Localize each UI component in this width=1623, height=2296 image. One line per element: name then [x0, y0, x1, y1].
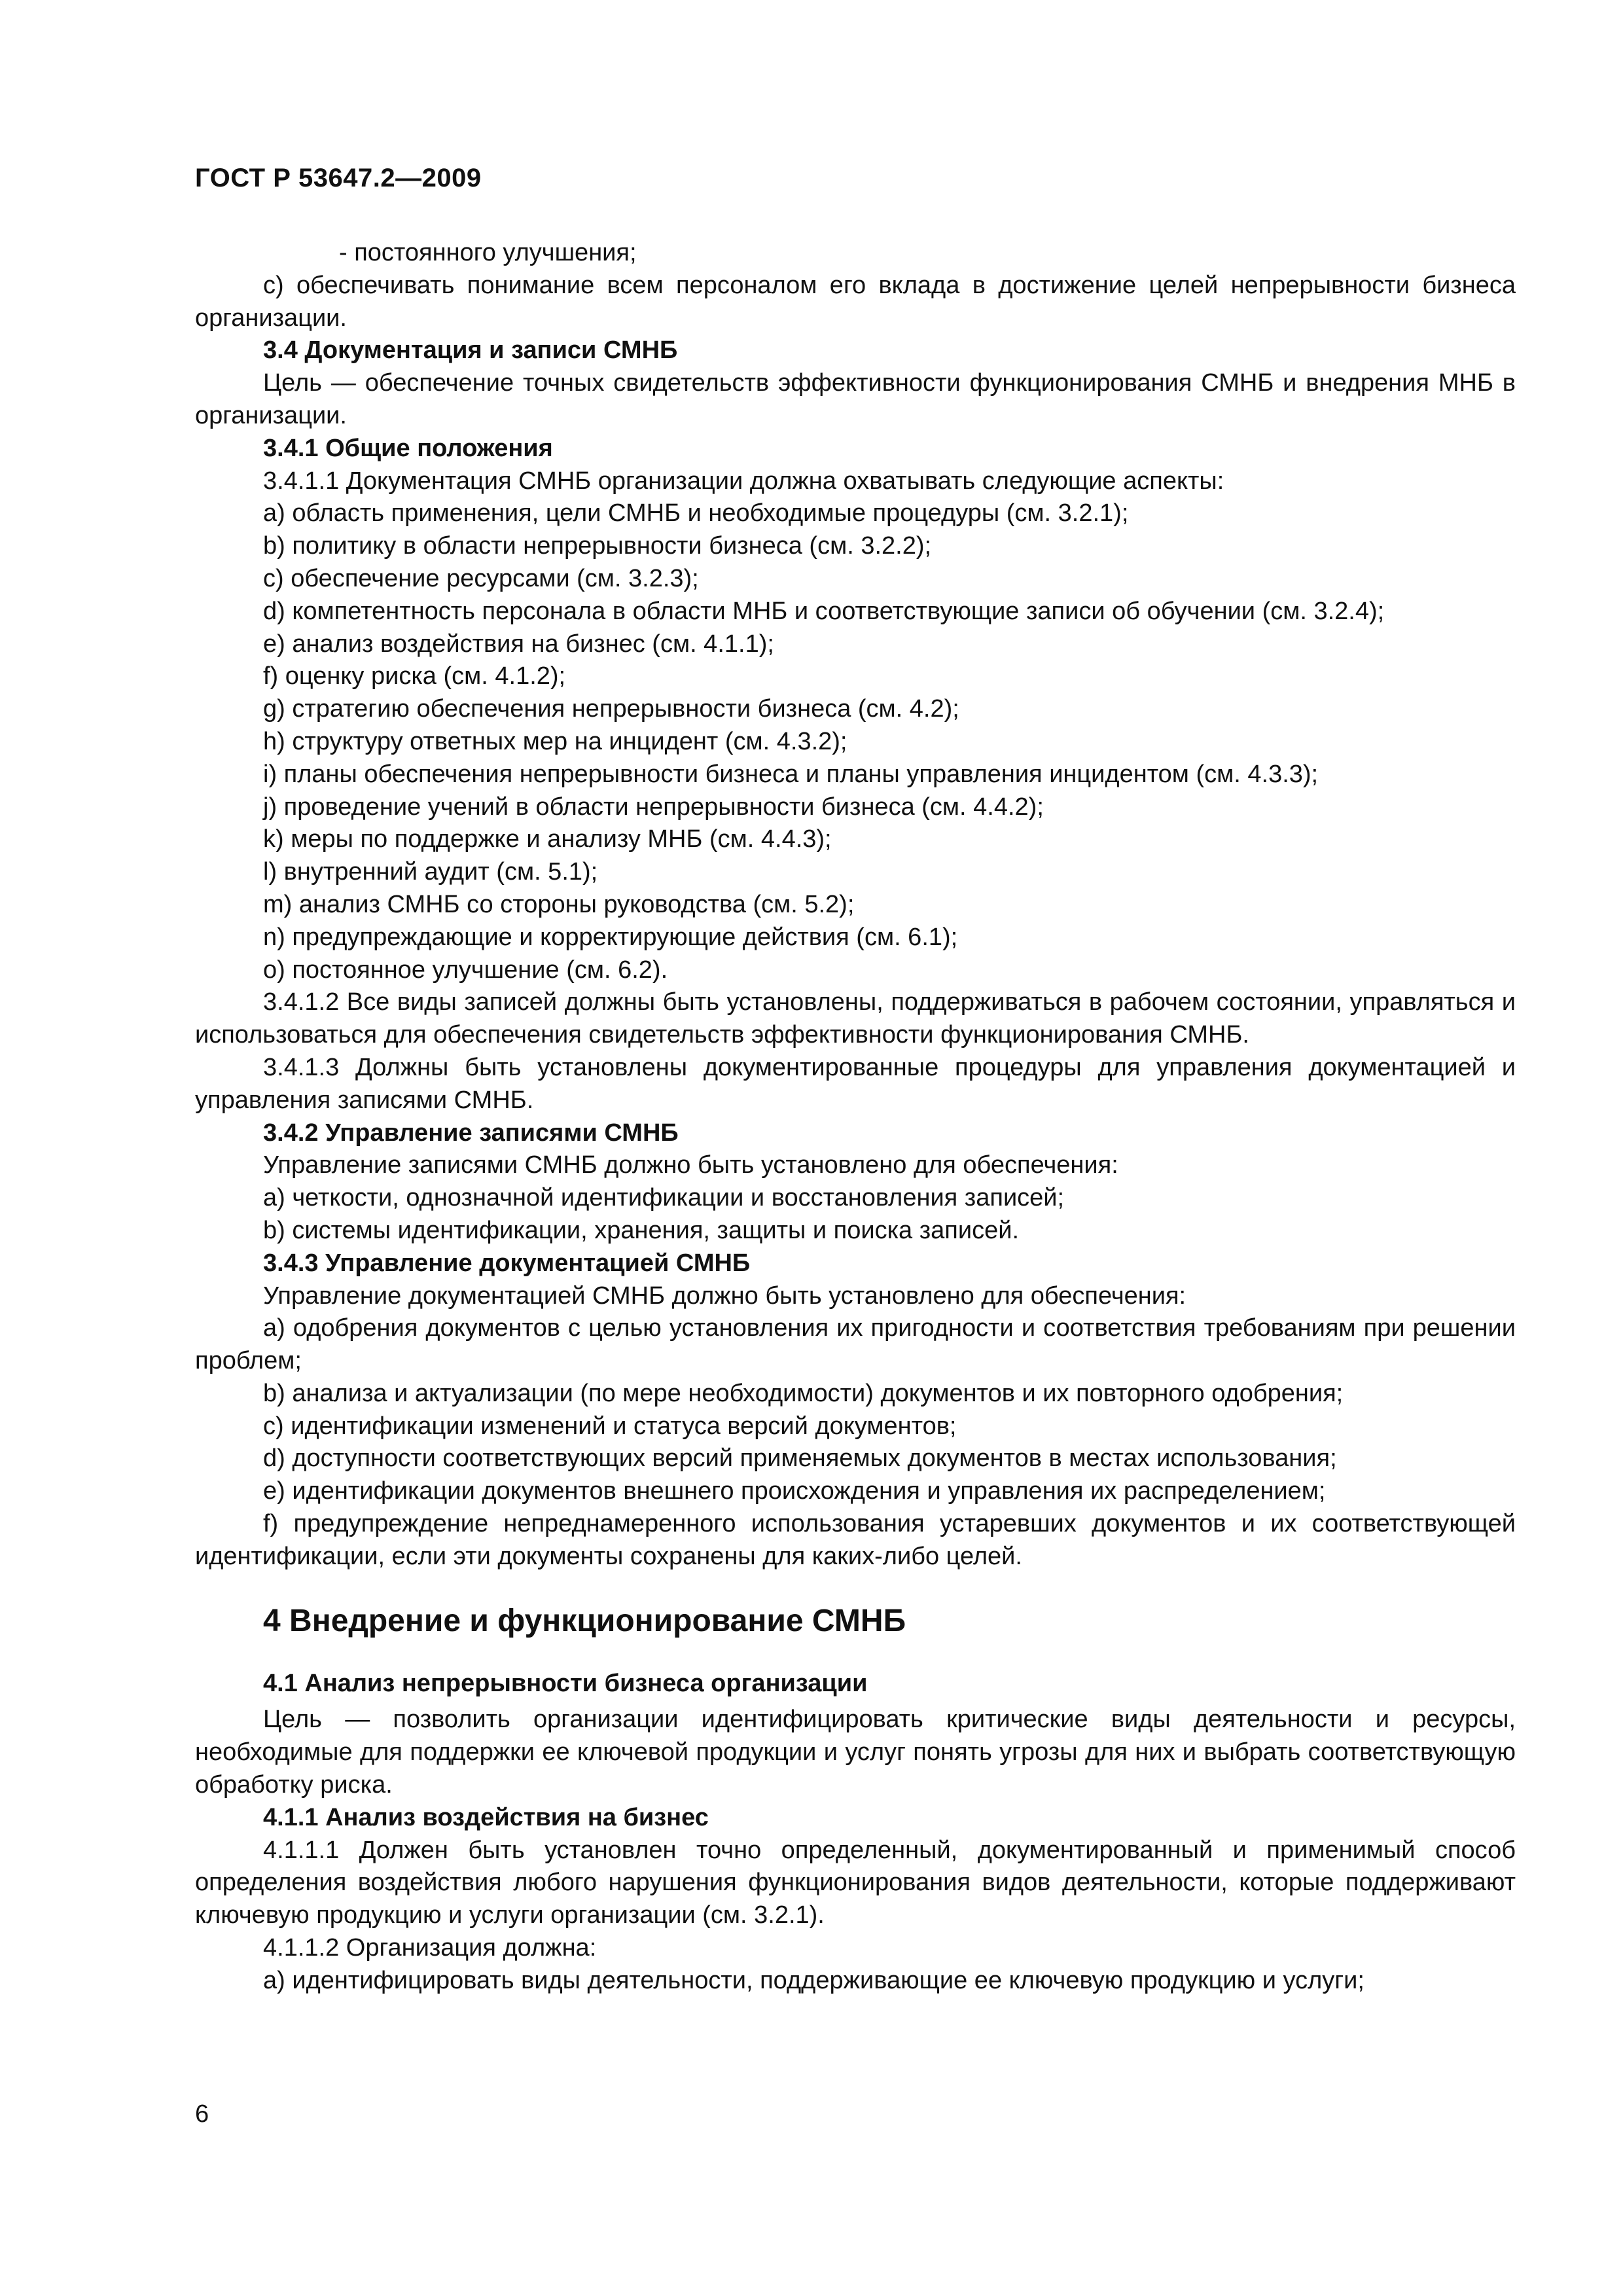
paragraph: m) анализ СМНБ со стороны руководства (см. 5.2); — [263, 890, 855, 918]
paragraph: a) идентифицировать виды деятельности, поддерживающие ее ключевую продукцию и услуги; — [263, 1966, 1364, 1994]
paragraph: 3.4.1.2 Все виды записей должны быть установлены, поддерживаться в рабочем состоянии, управляться и использоваться для обеспечения свидетельств эффективности функционирования СМНБ. — [195, 988, 1516, 1049]
document-body — [195, 237, 1516, 1998]
section-heading: 3.4 Документация и записи СМНБ — [263, 336, 678, 365]
paragraph: a) четкости, однозначной идентификации и восстановления записей; — [263, 1184, 1065, 1212]
paragraph: k) меры по поддержке и анализу МНБ (см. 4.4.3); — [263, 825, 832, 853]
paragraph: b) системы идентификации, хранения, защиты и поиска записей. — [263, 1216, 1020, 1244]
paragraph: Управление документацией СМНБ должно быть установлено для обеспечения: — [263, 1282, 1186, 1310]
paragraph: f) оценку риска (см. 4.1.2); — [263, 662, 566, 691]
paragraph: 3.4.1.3 Должны быть установлены документированные процедуры для управления документацией и управления записями СМНБ. — [195, 1053, 1516, 1114]
section-heading: 4.1 Анализ непрерывности бизнеса организации — [263, 1669, 868, 1697]
paragraph: c) обеспечивать понимание всем персоналом его вклада в достижение целей непрерывности бизнеса организации. — [195, 271, 1516, 332]
paragraph: g) стратегию обеспечения непрерывности бизнеса (см. 4.2); — [263, 695, 959, 723]
paragraph: 3.4.1.1 Документация СМНБ организации должна охватывать следующие аспекты: — [263, 467, 1224, 495]
section-heading: 4.1.1 Анализ воздействия на бизнес — [263, 1803, 709, 1831]
paragraph: Цель — обеспечение точных свидетельств эффективности функционирования СМНБ и внедрения МНБ в организации. — [195, 369, 1516, 429]
document-header: ГОСТ Р 53647.2—2009 — [195, 164, 482, 192]
paragraph: c) обеспечение ресурсами (см. 3.2.3); — [263, 564, 699, 592]
paragraph: b) политику в области непрерывности бизнеса (см. 3.2.2); — [263, 532, 932, 560]
paragraph: i) планы обеспечения непрерывности бизнеса и планы управления инцидентом (см. 4.3.3); — [263, 760, 1319, 788]
paragraph: a) область применения, цели СМНБ и необходимые процедуры (см. 3.2.1); — [263, 499, 1129, 528]
paragraph: j) проведение учений в области непрерывности бизнеса (см. 4.4.2); — [263, 793, 1044, 821]
paragraph: d) компетентность персонала в области МНБ и соответствующие записи об обучении (см. 3.2.4); — [263, 597, 1385, 625]
section-heading: 3.4.2 Управление записями СМНБ — [263, 1119, 679, 1147]
paragraph: c) идентификации изменений и статуса версий документов; — [263, 1412, 957, 1440]
paragraph: f) предупреждение непреднамеренного использования устаревших документов и их соответствующей идентификации, если эти документы сохранены для каких-либо целей. — [195, 1510, 1516, 1570]
paragraph: 4.1.1.1 Должен быть установлен точно определенный, документированный и применимый способ определения воздействия любого нарушения функционирования видов деятельности, которые поддерживают ключевую продукцию и услуги организации (см. 3.2.1). — [195, 1836, 1516, 1929]
paragraph: Управление записями СМНБ должно быть установлено для обеспечения: — [263, 1151, 1118, 1179]
paragraph: o) постоянное улучшение (см. 6.2). — [263, 956, 668, 984]
paragraph: 4.1.1.2 Организация должна: — [263, 1934, 597, 1962]
list-item: - постоянного улучшения; — [339, 239, 637, 266]
paragraph: e) идентификации документов внешнего происхождения и управления их распределением; — [263, 1477, 1326, 1505]
paragraph: e) анализ воздействия на бизнес (см. 4.1.1); — [263, 630, 774, 658]
paragraph: h) структуру ответных мер на инцидент (см. 4.3.2); — [263, 727, 847, 755]
section-heading: 3.4.1 Общие положения — [263, 434, 553, 462]
paragraph: b) анализа и актуализации (по мере необходимости) документов и их повторного одобрения; — [263, 1379, 1344, 1407]
paragraph: n) предупреждающие и корректирующие действия (см. 6.1); — [263, 923, 958, 951]
paragraph: Цель — позволить организации идентифицировать критические виды деятельности и ресурсы, необходимые для поддержки ее ключевой продукции и услуг понять угрозы для них и выбрать соответствующую обработку риска. — [195, 1706, 1516, 1799]
paragraph: d) доступности соответствующих версий применяемых документов в местах использования; — [263, 1444, 1337, 1473]
section-heading: 3.4.3 Управление документацией СМНБ — [263, 1249, 751, 1277]
chapter-heading: 4 Внедрение и функционирование СМНБ — [263, 1603, 906, 1638]
paragraph: l) внутренний аудит (см. 5.1); — [263, 858, 598, 886]
page-number: 6 — [195, 2100, 209, 2128]
paragraph: a) одобрения документов с целью установления их пригодности и соответствия требованиям при решении проблем; — [195, 1314, 1516, 1375]
